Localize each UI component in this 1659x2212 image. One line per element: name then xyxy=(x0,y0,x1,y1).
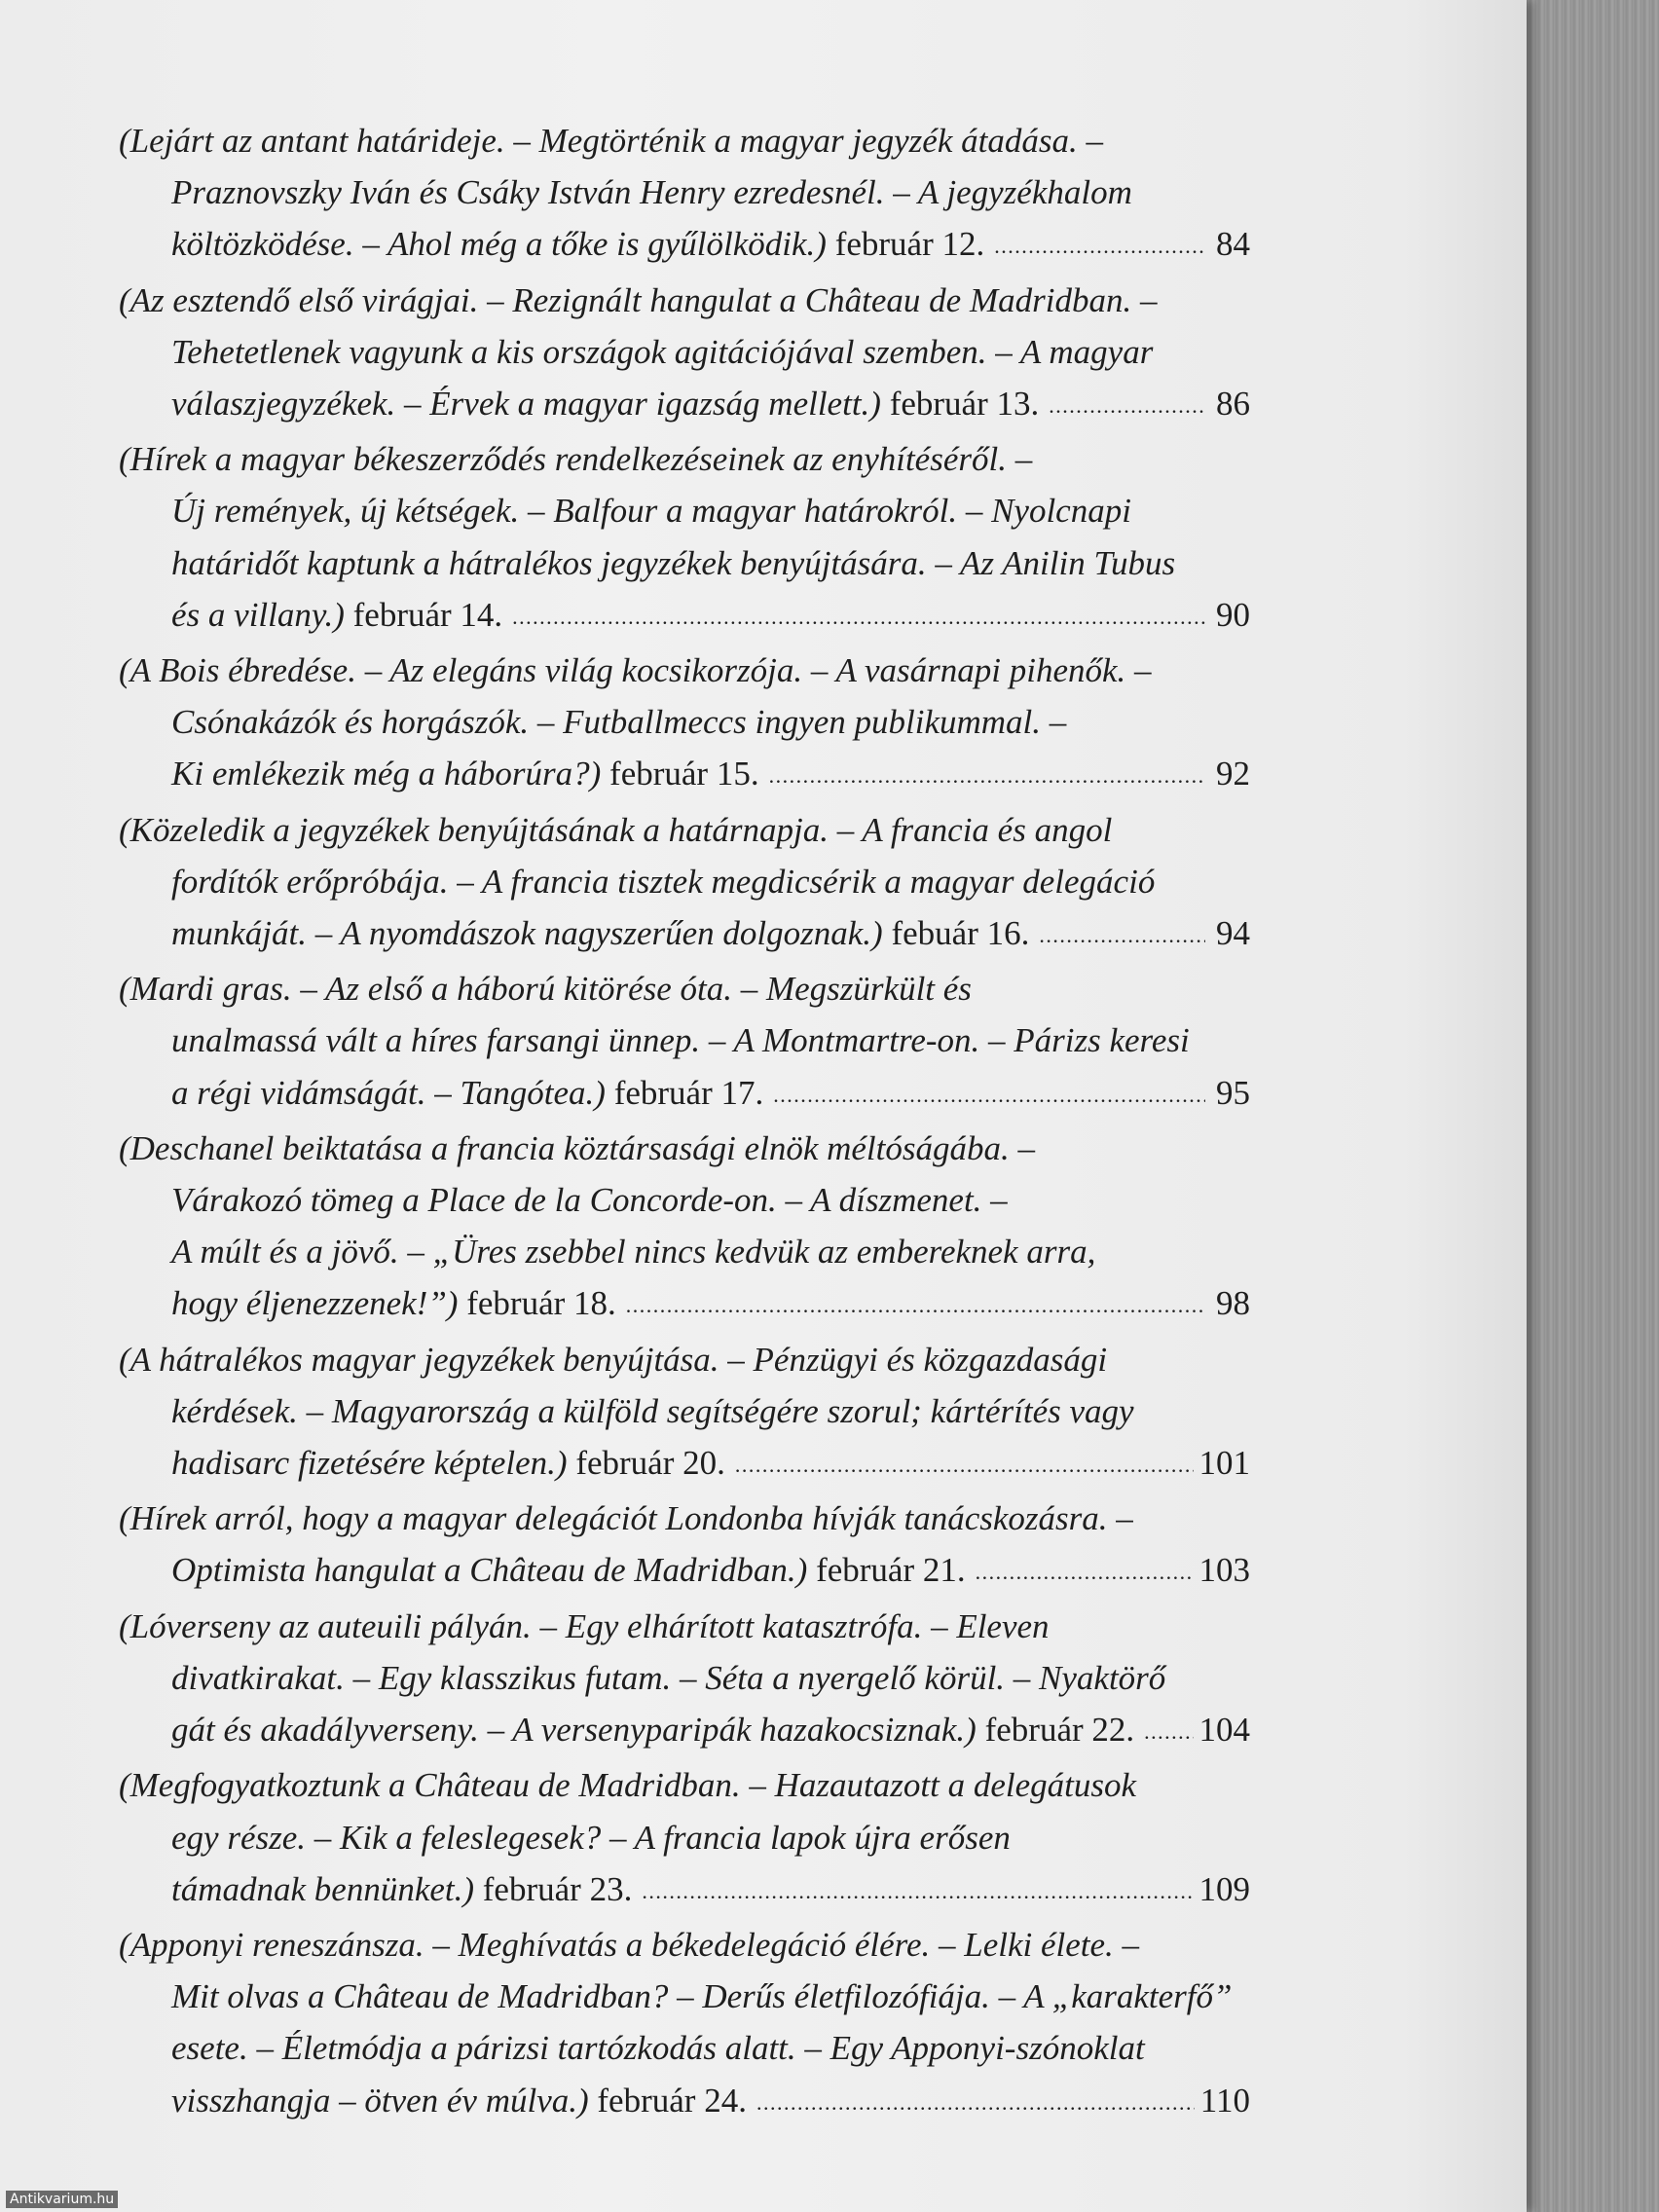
entry-date: február 24. xyxy=(597,2081,747,2120)
entry-last-line xyxy=(119,589,1250,645)
entry-last-line xyxy=(119,1863,1250,1919)
entry-last-text: Optimista hangulat a Château de Madridban.) xyxy=(171,1551,808,1590)
entry-line: Tehetetlenek vagyunk a kis országok agitációjával szemben. – A magyar xyxy=(171,332,1154,371)
entry-last-text: hogy éljenezzenek!”) xyxy=(171,1284,459,1323)
entry-line: kérdések. – Magyarország a külföld segítségére szorul; kártérítés vagy xyxy=(171,1391,1134,1430)
toc-entry xyxy=(119,804,1250,964)
entry-line: A múlt és a jövő. – „Üres zsebbel nincs kedvük az embereknek arra, xyxy=(171,1233,1096,1272)
entry-line: unalmassá vált a híres farsangi ünnep. – A Montmartre-on. – Párizs keresi xyxy=(171,1021,1190,1060)
page-number: 94 xyxy=(1216,914,1250,953)
entry-line: (A Bois ébredése. – Az elegáns világ kocsikorzója. – A vasárnapi pihenők. – xyxy=(119,651,1152,690)
entry-last-text: támadnak bennünket.) xyxy=(171,1869,475,1908)
toc-entry xyxy=(119,1919,1250,2130)
entry-line: egy része. – Kik a feleslegesek? – A francia lapok újra erősen xyxy=(171,1818,1011,1857)
entry-date: február 18. xyxy=(466,1284,616,1323)
entry-line: (Mardi gras. – Az első a háború kitörése óta. – Megszürkült és xyxy=(119,970,972,1009)
toc-entry xyxy=(119,1601,1250,1760)
entry-last-text: hadisarc fizetésére képtelen.) xyxy=(171,1444,568,1483)
toc-entry xyxy=(119,1759,1250,1919)
page-number: 95 xyxy=(1216,1073,1250,1112)
entry-date: február 15. xyxy=(609,755,759,793)
entry-line: Praznovszky Iván és Csáky István Henry ezredesnél. – A jegyzékhalom xyxy=(171,173,1132,212)
dot-leader xyxy=(626,1275,1205,1331)
page-number: 103 xyxy=(1198,1551,1250,1590)
toc-entry xyxy=(119,1493,1250,1600)
entry-line: Várakozó tömeg a Place de la Concorde-on. – A díszmenet. – xyxy=(171,1181,1008,1220)
entry-last-line xyxy=(119,218,1250,274)
entry-last-text: gát és akadályverseny. – A versenyparipák hazakocsiznak.) xyxy=(171,1711,977,1750)
entry-date: február 23. xyxy=(482,1869,633,1908)
background-surface xyxy=(1519,0,1659,2212)
entry-last-line xyxy=(119,1544,1250,1600)
entry-last-line xyxy=(119,1067,1250,1123)
entry-last-line xyxy=(119,1704,1250,1759)
entry-last-line xyxy=(119,907,1250,963)
page-number: 104 xyxy=(1198,1711,1250,1750)
dot-leader xyxy=(1049,376,1205,431)
entry-line: Csónakázók és horgászók. – Futballmeccs ingyen publikummal. – xyxy=(171,703,1067,742)
entry-last-line xyxy=(119,748,1250,803)
page-number: 84 xyxy=(1216,225,1250,264)
toc-entry xyxy=(119,115,1250,275)
entry-date: február 12. xyxy=(834,225,985,264)
entry-date: február 21. xyxy=(816,1551,966,1590)
dot-leader xyxy=(642,1862,1193,1917)
entry-last-text: Ki emlékezik még a háborúra?) xyxy=(171,755,602,793)
entry-line: divatkirakat. – Egy klasszikus futam. – Séta a nyergelő körül. – Nyaktörő xyxy=(171,1658,1166,1697)
toc-entry xyxy=(119,645,1250,804)
dot-leader xyxy=(994,216,1205,272)
entry-line: Új remények, új kétségek. – Balfour a magyar határokról. – Nyolcnapi xyxy=(171,492,1131,531)
entry-date: február 22. xyxy=(984,1711,1135,1750)
entry-line: fordítók erőpróbája. – A francia tisztek megdicsérik a magyar delegáció xyxy=(171,862,1156,901)
toc-entry xyxy=(119,1123,1250,1334)
entry-last-text: munkáját. – A nyomdászok nagyszerűen dolgoznak.) xyxy=(171,914,883,953)
dot-leader xyxy=(1144,1702,1193,1757)
entry-last-text: a régi vidámságát. – Tangótea.) xyxy=(171,1073,606,1112)
page-number: 98 xyxy=(1216,1284,1250,1323)
page-number: 90 xyxy=(1216,595,1250,634)
entry-line: (Lóverseny az auteuili pályán. – Egy elhárított katasztrófa. – Eleven xyxy=(119,1606,1050,1645)
dot-leader xyxy=(773,1065,1205,1121)
entry-last-text: és a villany.) xyxy=(171,595,345,634)
entry-date: február 20. xyxy=(575,1444,725,1483)
entry-last-line xyxy=(119,2075,1250,2130)
entry-date: február 17. xyxy=(613,1073,764,1112)
toc-entry xyxy=(119,275,1250,434)
entry-last-line xyxy=(119,1437,1250,1493)
dot-leader xyxy=(512,587,1205,643)
toc-entry xyxy=(119,1334,1250,1493)
entry-date: február 13. xyxy=(889,385,1040,424)
page-number: 110 xyxy=(1199,2081,1250,2120)
entry-date: február 14. xyxy=(352,595,503,634)
entry-line: (Lejárt az antant határideje. – Megtörténik a magyar jegyzék átadása. – xyxy=(119,122,1103,160)
dot-leader xyxy=(769,746,1205,801)
page-number: 92 xyxy=(1216,755,1250,793)
page-number: 101 xyxy=(1198,1444,1250,1483)
entry-line: esete. – Életmódja a párizsi tartózkodás alatt. – Egy Apponyi-szónoklat xyxy=(171,2029,1145,2068)
entry-line: határidőt kaptunk a hátralékos jegyzékek benyújtására. – Az Anilin Tubus xyxy=(171,543,1176,582)
entry-last-text: költözködése. – Ahol még a tőke is gyűlölködik.) xyxy=(171,225,827,264)
entry-line: (Az esztendő első virágjai. – Rezignált hangulat a Château de Madridban. – xyxy=(119,280,1158,319)
entry-line: (Deschanel beiktatása a francia köztársasági elnök méltóságába. – xyxy=(119,1128,1035,1167)
entry-line: Mit olvas a Château de Madridban? – Derűs életfilozófiája. – A „karakterfő” xyxy=(171,1977,1233,2016)
entry-last-line xyxy=(119,1277,1250,1333)
table-of-contents xyxy=(119,115,1250,2130)
entry-line: (Hírek a magyar békeszerződés rendelkezéseinek az enyhítéséről. – xyxy=(119,440,1033,479)
entry-last-line xyxy=(119,378,1250,433)
watermark: Antikvarium.hu xyxy=(6,2191,118,2208)
entry-last-text: visszhangja – ötven év múlva.) xyxy=(171,2081,589,2120)
entry-line: (Megfogyatkoztunk a Château de Madridban. – Hazautazott a delegátusok xyxy=(119,1766,1136,1805)
entry-last-text: válaszjegyzékek. – Érvek a magyar igazság mellett.) xyxy=(171,385,881,424)
toc-entry xyxy=(119,963,1250,1123)
page-number: 109 xyxy=(1198,1869,1250,1908)
toc-entry xyxy=(119,433,1250,645)
dot-leader xyxy=(735,1435,1194,1491)
page-number: 86 xyxy=(1216,385,1250,424)
entry-line: (A hátralékos magyar jegyzékek benyújtása. – Pénzügyi és közgazdasági xyxy=(119,1340,1108,1379)
entry-line: (Hírek arról, hogy a magyar delegációt Londonba hívják tanácskozásra. – xyxy=(119,1499,1133,1538)
entry-line: (Apponyi reneszánsza. – Meghívatás a békedelegáció élére. – Lelki élete. – xyxy=(119,1925,1140,1964)
dot-leader xyxy=(756,2073,1195,2128)
entry-date: febuár 16. xyxy=(891,914,1030,953)
entry-line: (Közeledik a jegyzékek benyújtásának a határnapja. – A francia és angol xyxy=(119,810,1113,849)
dot-leader xyxy=(976,1542,1194,1598)
dot-leader xyxy=(1039,905,1205,961)
